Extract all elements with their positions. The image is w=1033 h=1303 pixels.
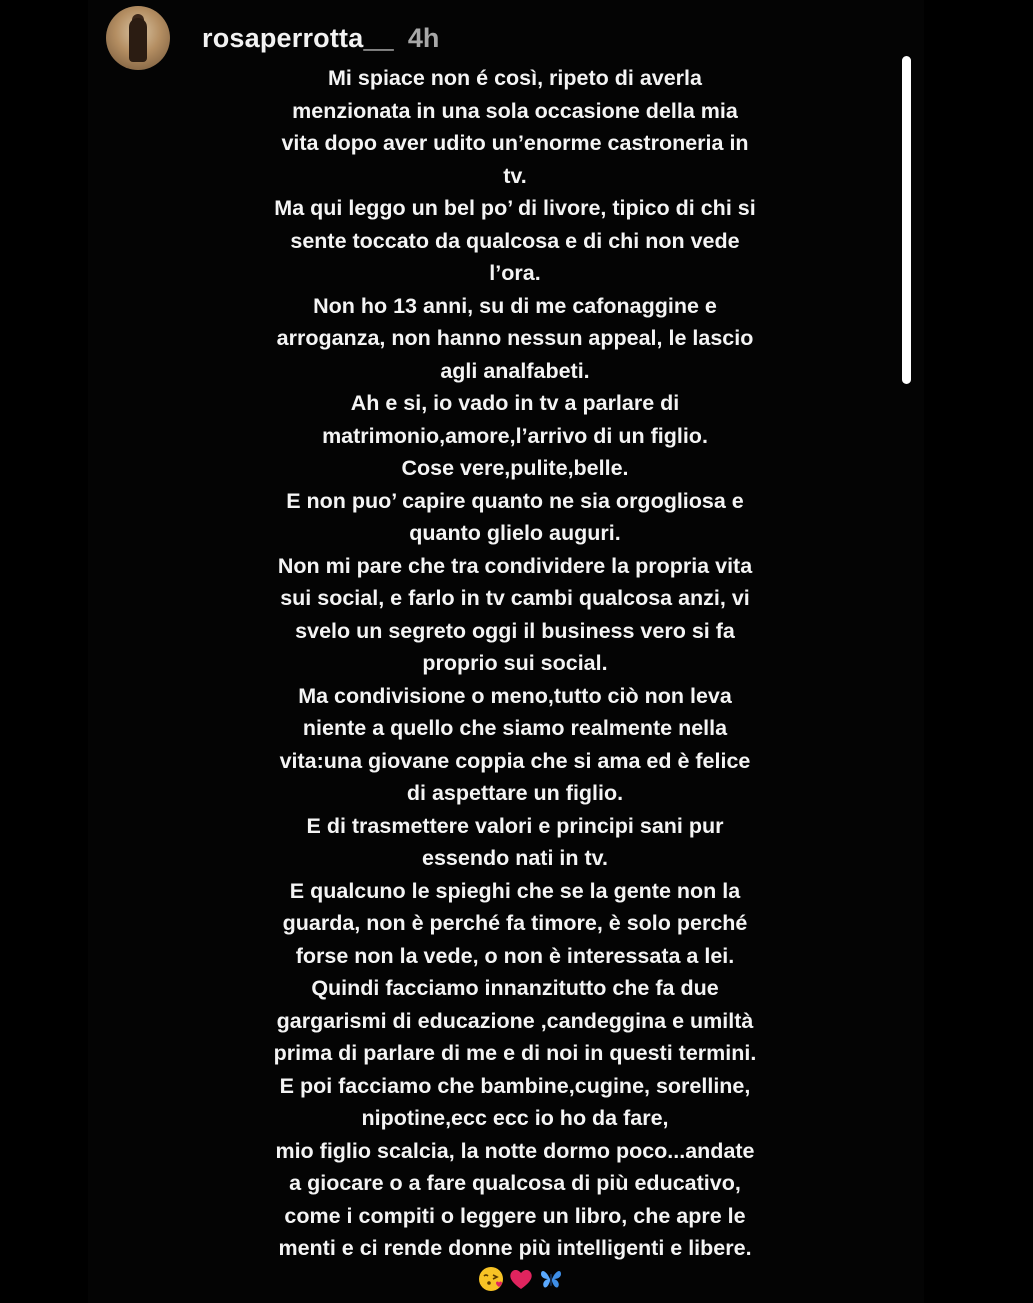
story-text-line: E qualcuno le spieghi che se la gente non la	[289, 878, 741, 903]
story-text-line: essendo nati in tv.	[422, 846, 608, 870]
story-text-line: agli analfabeti.	[440, 358, 590, 383]
story-text-line: Ma condivisione o meno,tutto ciò non leva	[298, 683, 732, 708]
story-text-line: gargarismi di educazione ,candeggina e umiltà	[276, 1008, 754, 1033]
story-text-line: come i compiti o leggere un libro, che apre le	[284, 1203, 746, 1228]
story-text-line: niente a quello che siamo realmente nella	[302, 716, 728, 740]
story-text-line: menzionata in una sola occasione della mia	[292, 98, 738, 123]
story-text-line: vita dopo aver udito un’enorme castroneria in	[281, 131, 749, 155]
butterfly-icon	[538, 1266, 564, 1292]
story-text-line: Non ho 13 anni, su di me cafonaggine e	[313, 293, 717, 318]
avatar[interactable]	[106, 6, 170, 70]
story-text-line: E poi facciamo che bambine,cugine, sorelline,	[279, 1073, 751, 1098]
scroll-indicator	[902, 56, 911, 384]
avatar-figure	[129, 18, 147, 62]
story-text-line: Ma qui leggo un bel po’ di livore, tipico di chi si	[274, 196, 756, 220]
story-text-line: Quindi facciamo innanzitutto che fa due	[311, 976, 719, 1000]
story-text-line: a giocare o a fare qualcosa di più educativo,	[289, 1171, 741, 1195]
story-text-line: Ah e si, io vado in tv a parlare di	[350, 391, 680, 415]
story-text-line: tv.	[503, 163, 527, 188]
story-text-line: svelo un segreto oggi il business vero si fa	[295, 618, 735, 643]
story-text-line: arroganza, non hanno nessun appeal, le lascio	[276, 326, 754, 350]
story-text-line: Mi spiace non é così, ripeto di averla	[328, 66, 702, 90]
username[interactable]: rosaperrotta__	[202, 22, 394, 53]
story-text-line: mio figlio scalcia, la notte dormo poco...andate	[275, 1138, 755, 1163]
story-text-line: Non mi pare che tra condividere la propria vita	[277, 553, 753, 578]
story-text	[200, 62, 830, 1265]
story-text-line: sente toccato da qualcosa e di chi non vede	[290, 228, 740, 253]
story-text-line: forse non la vede, o non è interessata a lei.	[295, 943, 735, 968]
story-text-line: prima di parlare di me e di noi in questi termini.	[273, 1041, 757, 1065]
story-text-line: di aspettare un figlio.	[406, 781, 624, 805]
story-text-line: E di trasmettere valori e principi sani pur	[306, 813, 724, 838]
face-blowing-kiss-icon	[478, 1266, 504, 1292]
story-text-line: matrimonio,amore,l’arrivo di un figlio.	[322, 423, 708, 448]
story-text-line: menti e ci rende donne più intelligenti e libere.	[278, 1236, 752, 1260]
story-text-line: E non puo’ capire quanto ne sia orgogliosa e	[286, 488, 744, 513]
story-text-line: sui social, e farlo in tv cambi qualcosa anzi, vi	[280, 586, 750, 610]
story-text-line: l’ora.	[489, 261, 541, 285]
story-text-line: nipotine,ecc ecc io ho da fare,	[361, 1106, 669, 1130]
red-heart-icon	[508, 1266, 534, 1292]
story-text-line: vita:una giovane coppia che si ama ed è felice	[279, 748, 751, 773]
story-text-line: guarda, non è perché fa timore, è solo perché	[282, 911, 748, 935]
story-text-line: Cose vere,pulite,belle.	[401, 456, 629, 480]
story-text-line: quanto glielo auguri.	[409, 521, 621, 545]
emoji-row	[0, 1266, 1033, 1292]
story-text-line: proprio sui social.	[422, 651, 608, 675]
story-header	[106, 6, 439, 70]
post-time: 4h	[407, 22, 440, 53]
